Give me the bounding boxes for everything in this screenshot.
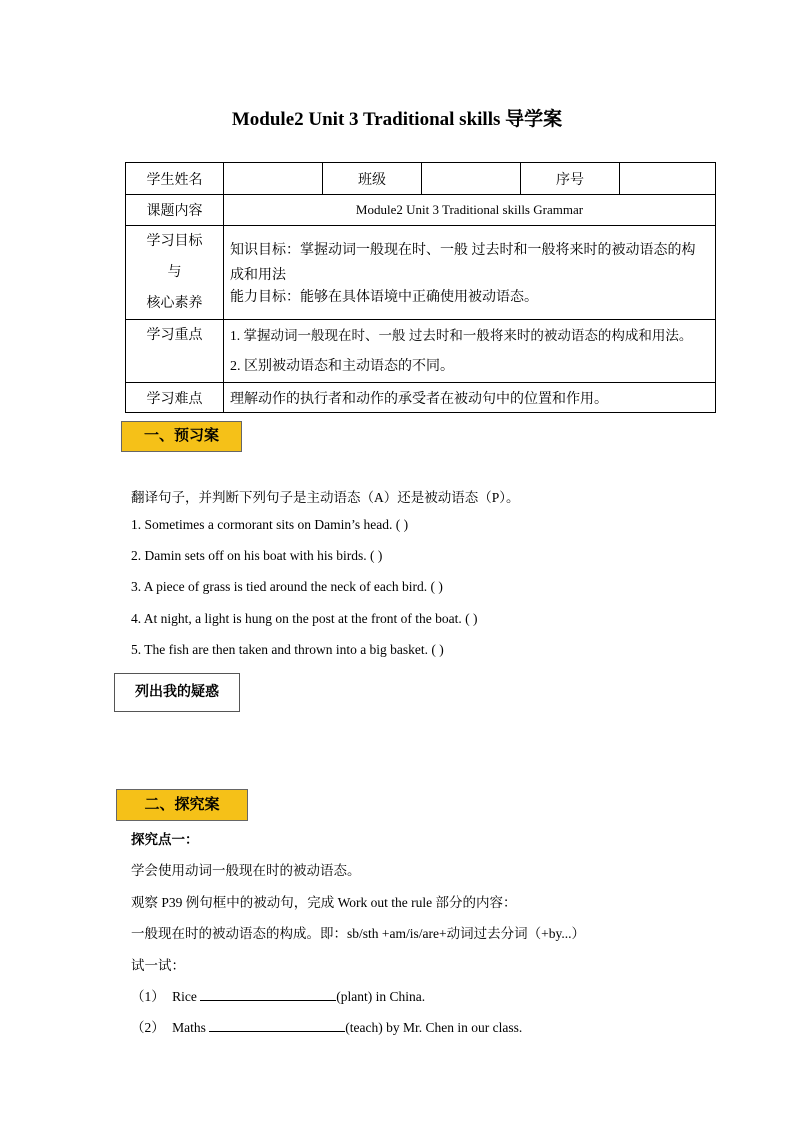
exercise-1-word: Rice xyxy=(172,989,197,1004)
goals-label-line-2: 与 xyxy=(167,265,182,280)
section-preview-header: 一、预习案 xyxy=(121,421,242,452)
goal-ability: 能力目标：能够在具体语境中正确使用被动语态。 xyxy=(230,290,538,305)
class-field[interactable] xyxy=(422,163,521,195)
exercise-1-tail: (plant) in China. xyxy=(336,989,426,1004)
doubts-box: 列出我的疑惑 xyxy=(114,673,240,712)
preview-instruction: 翻译句子，并判断下列句子是主动语态（A）还是被动语态（P）。 xyxy=(131,490,520,505)
student-name-field[interactable] xyxy=(224,163,323,195)
goals-content xyxy=(224,226,716,320)
topic-label: 课题内容 xyxy=(126,195,224,226)
exercise-2-tail: (teach) by Mr. Chen in our class. xyxy=(345,1020,523,1035)
preview-item-1: 1. Sometimes a cormorant sits on Damin’s head. ( ) xyxy=(131,517,409,532)
student-name-label: 学生姓名 xyxy=(126,163,224,195)
preview-item-2: 2. Damin sets off on his boat with his birds. ( ) xyxy=(131,548,383,563)
explore-line-2: 观察 P39 例句框中的被动句，完成 Work out the rule 部分的内容： xyxy=(131,895,517,910)
goals-label-line-3: 核心素养 xyxy=(146,296,203,311)
info-table xyxy=(125,162,716,413)
class-label: 班级 xyxy=(323,163,422,195)
key-point-1: 1. 掌握动词一般现在时、一般 过去时和一般将来时的被动语态的构成和用法。 xyxy=(230,328,693,343)
key-point-2: 2. 区别被动语态和主动语态的不同。 xyxy=(230,359,454,374)
goal-knowledge-line-2: 成和用法 xyxy=(230,268,286,283)
goal-knowledge-line-1: 知识目标：掌握动词一般现在时、一般 过去时和一般将来时的被动语态的构 xyxy=(230,243,696,258)
exercise-1 xyxy=(131,985,425,1005)
preview-item-3: 3. A piece of grass is tied around the neck of each bird. ( ) xyxy=(131,579,443,594)
goals-label-line-1: 学习目标 xyxy=(146,234,203,249)
explore-line-1: 学会使用动词一般现在时的被动语态。 xyxy=(131,863,361,878)
exercise-1-blank[interactable] xyxy=(200,988,336,1001)
preview-item-4: 4. At night, a light is hung on the post at the front of the boat. ( ) xyxy=(131,611,478,626)
exercise-2-word: Maths xyxy=(172,1020,206,1035)
page-title: Module2 Unit 3 Traditional skills 导学案 xyxy=(231,109,563,130)
key-content xyxy=(224,320,716,383)
topic-value: Module2 Unit 3 Traditional skills Grammar xyxy=(224,195,716,226)
number-label: 序号 xyxy=(521,163,620,195)
number-field[interactable] xyxy=(620,163,716,195)
exercise-1-number: （1） xyxy=(131,989,165,1004)
difficulty-value: 理解动作的执行者和动作的承受者在被动句中的位置和作用。 xyxy=(224,383,716,413)
section-explore-header: 二、探究案 xyxy=(116,789,248,821)
difficulty-label: 学习难点 xyxy=(126,383,224,413)
explore-point-title: 探究点一： xyxy=(131,832,199,847)
goals-label xyxy=(126,226,224,320)
preview-item-5: 5. The fish are then taken and thrown into a big basket. ( ) xyxy=(131,642,444,657)
exercise-2 xyxy=(131,1016,522,1036)
exercise-2-number: （2） xyxy=(131,1020,165,1035)
explore-line-3: 一般现在时的被动语态的构成。即：sb/sth +am/is/are+动词过去分词（+by...） xyxy=(131,926,585,941)
exercise-2-blank[interactable] xyxy=(209,1019,345,1032)
key-label: 学习重点 xyxy=(126,320,224,383)
explore-line-4: 试一试： xyxy=(131,958,185,973)
